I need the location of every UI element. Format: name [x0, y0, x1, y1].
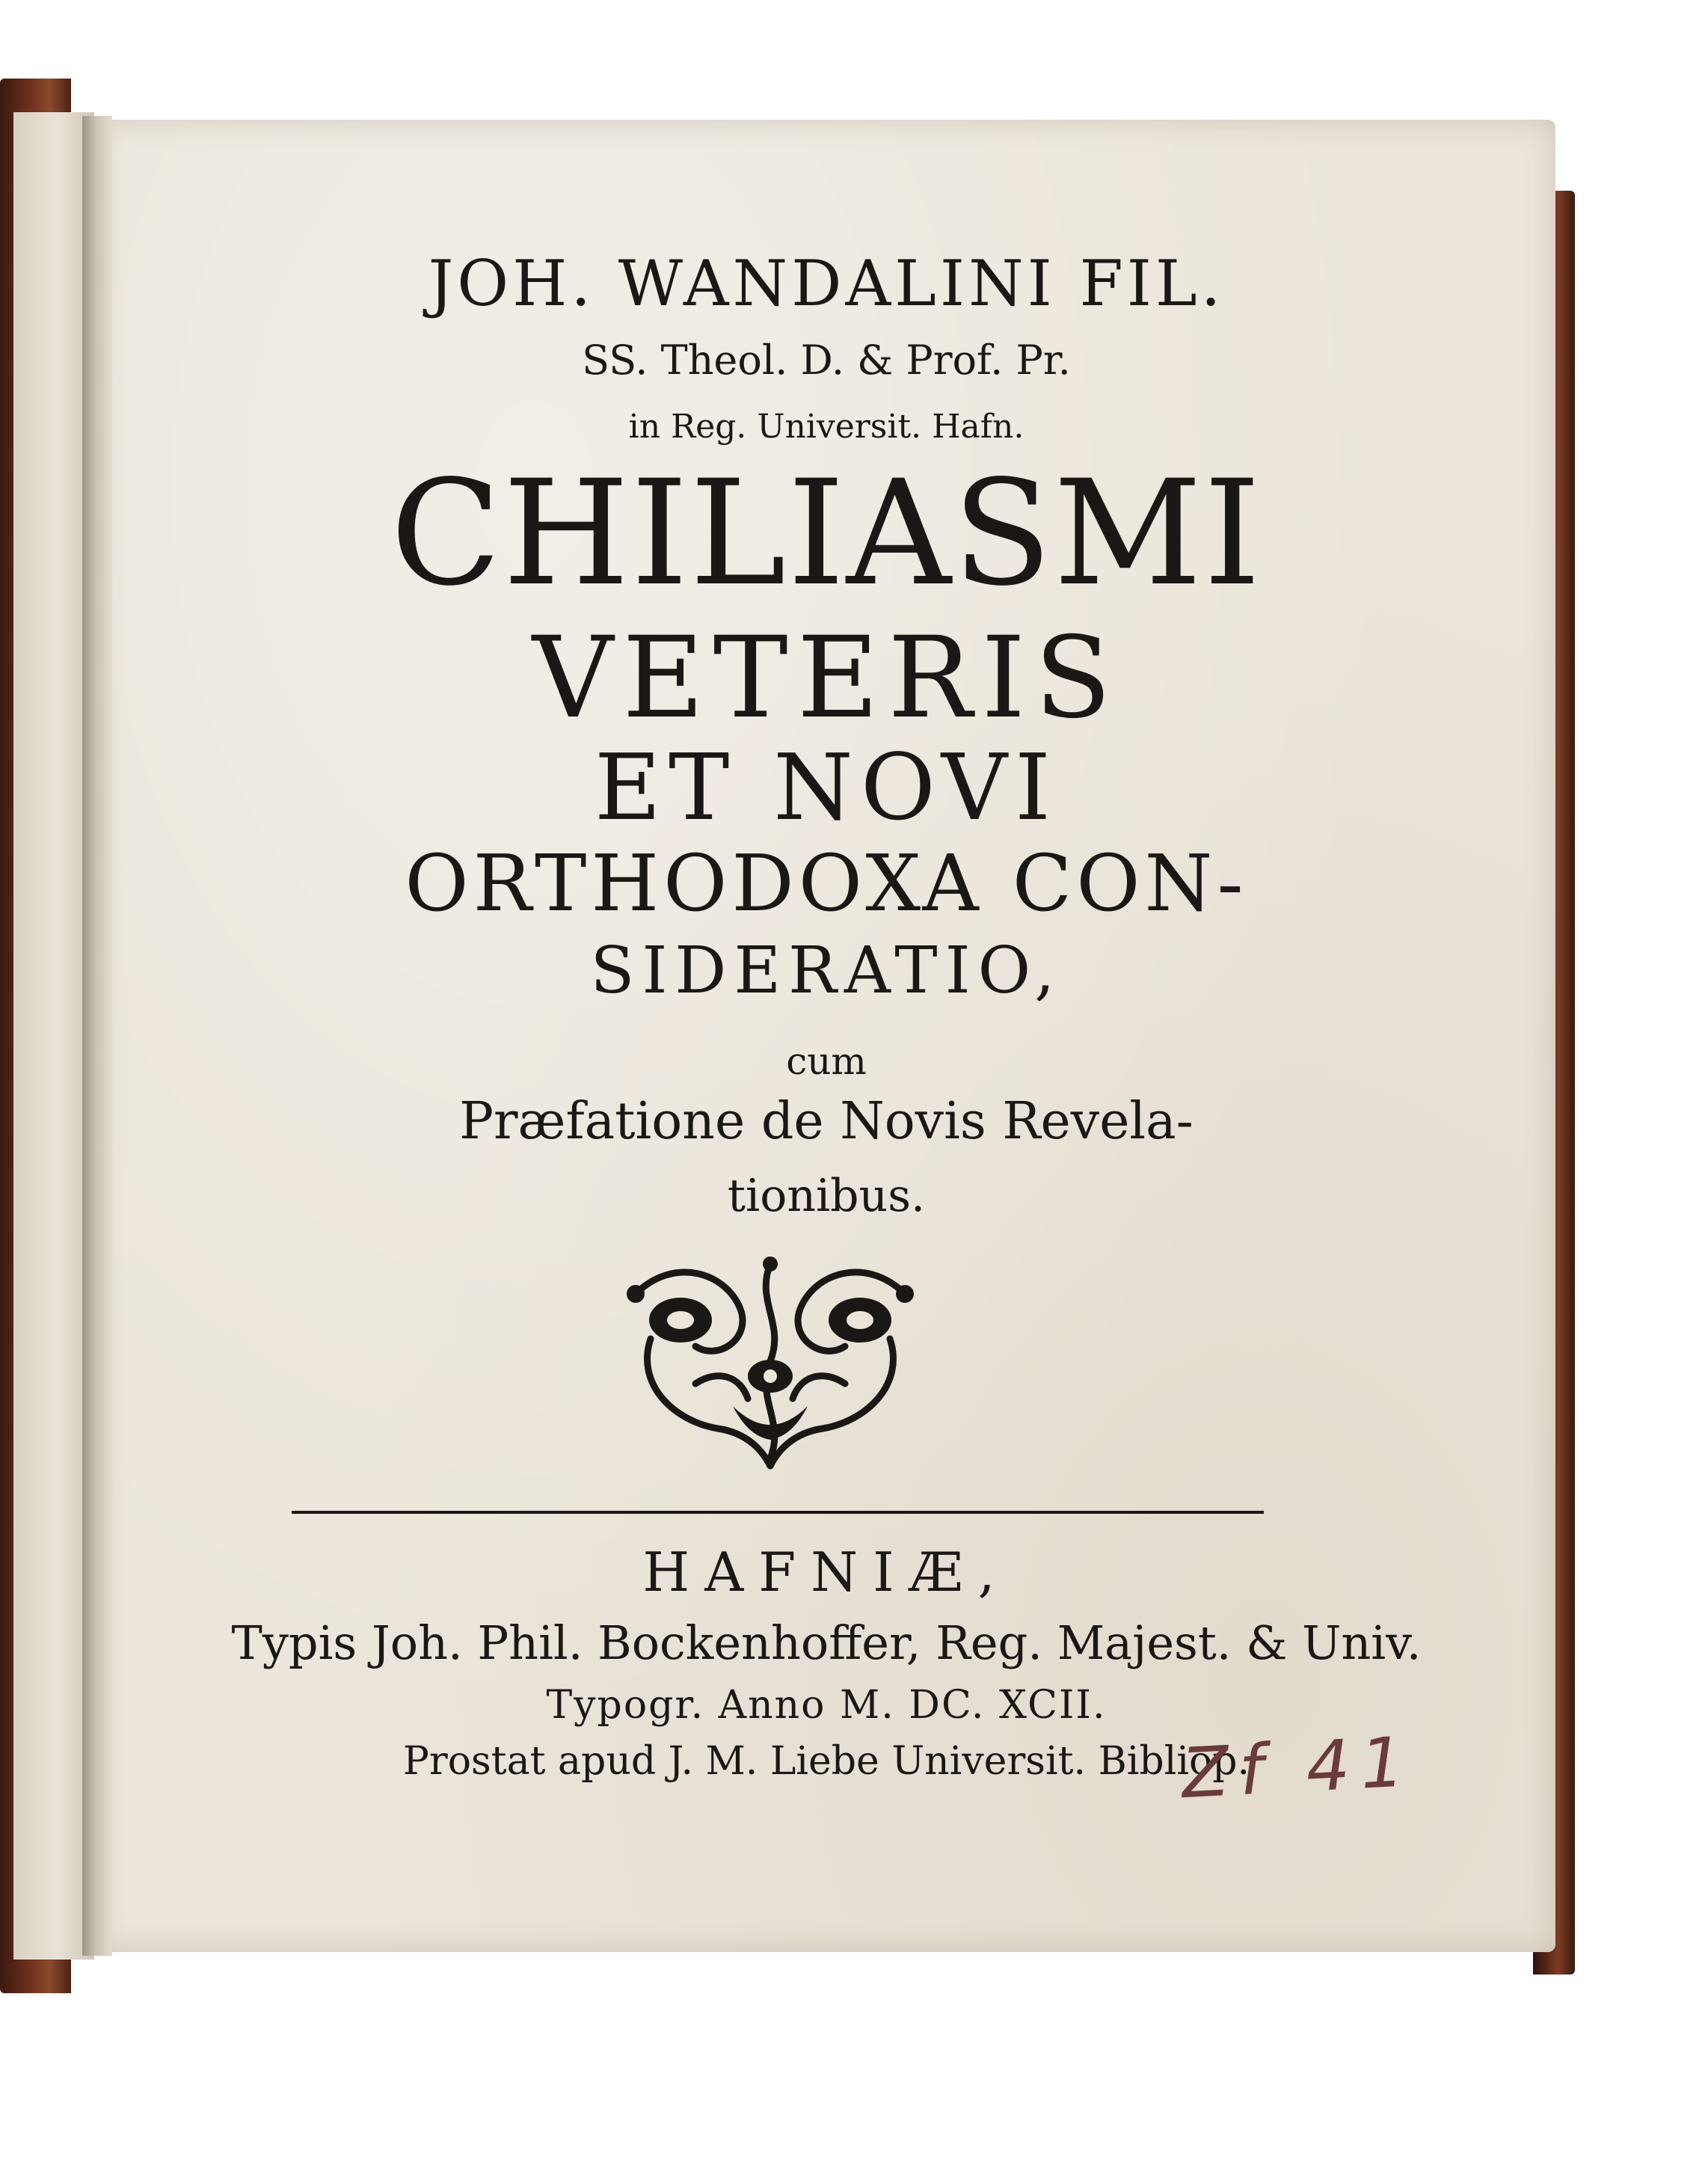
- imprint-printer: Typis Joh. Phil. Bockenhoffer, Reg. Majest. & Univ.: [231, 1616, 1422, 1670]
- gutter-shadow: [82, 116, 112, 1956]
- degree-line: SS. Theol. D. & Prof. Pr.: [582, 337, 1071, 384]
- imprint-seller: Prostat apud J. M. Liebe Universit. Bibliop.: [402, 1739, 1250, 1784]
- title-page: [97, 120, 1555, 1952]
- title-line-2: VETERIS: [532, 613, 1121, 743]
- imprint-place: HAFNIÆ,: [642, 1541, 1010, 1604]
- title-line-4: ORTHODOXA CON-: [405, 838, 1248, 929]
- cum-line: cum: [786, 1040, 867, 1083]
- title-line-3: ET NOVI: [594, 734, 1059, 841]
- university-line: in Reg. Universit. Hafn.: [628, 408, 1025, 446]
- title-line-5: SIDERATIO,: [590, 933, 1063, 1008]
- author-line: JOH. WANDALINI FIL.: [428, 247, 1225, 320]
- handwritten-shelfmark: Zf 41: [1179, 1721, 1417, 1814]
- preface-line-1: Præfatione de Novis Revela-: [459, 1092, 1194, 1151]
- preface-line-2: tionibus.: [727, 1170, 926, 1222]
- imprint-year: Typogr. Anno M. DC. XCII.: [546, 1683, 1107, 1728]
- horizontal-rule: [292, 1511, 1264, 1514]
- floral-woodcut-ornament-icon: [606, 1249, 935, 1473]
- title-line-1: CHILIASMI: [390, 449, 1262, 618]
